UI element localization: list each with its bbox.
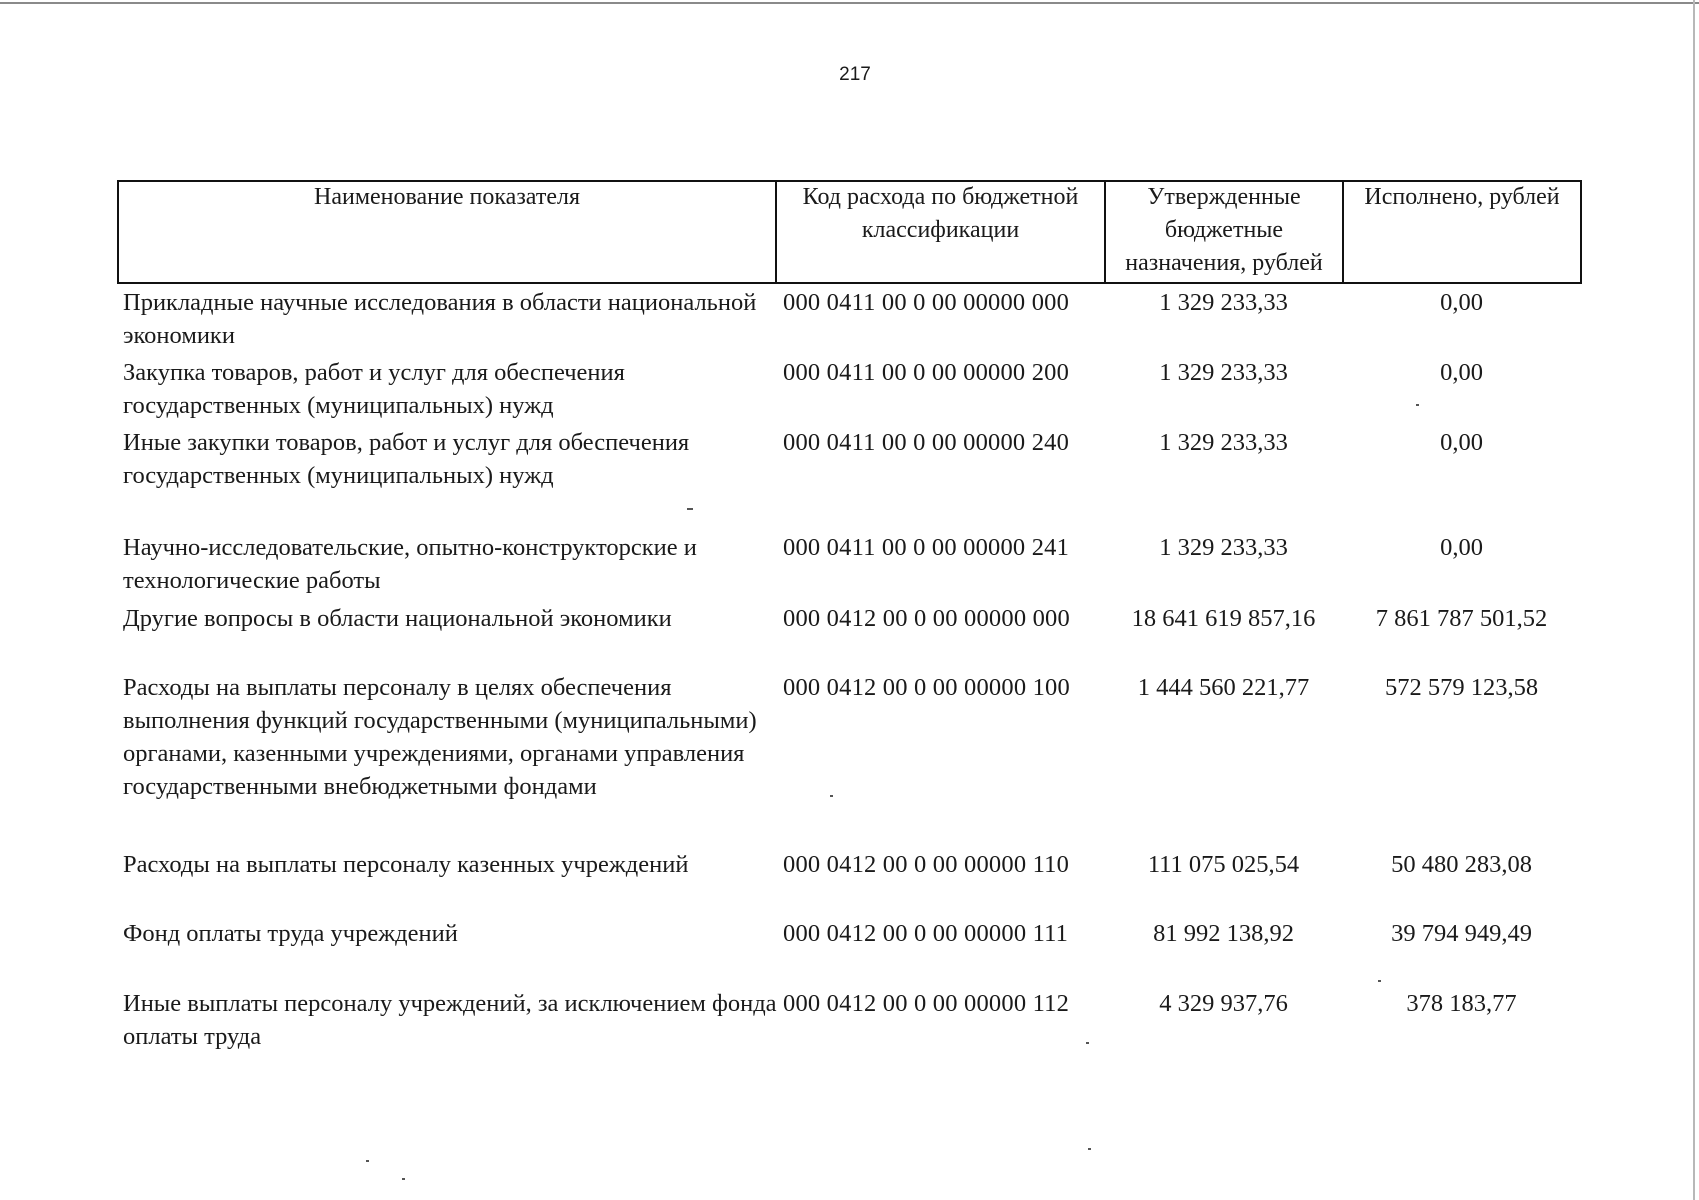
scan-speck bbox=[1088, 1148, 1091, 1150]
row-code: 000 0411 00 0 00 00000 200 bbox=[783, 359, 1070, 386]
row-code: 000 0411 00 0 00 00000 000 bbox=[783, 289, 1070, 316]
row-name: Прикладные научные исследования в области национальной экономики bbox=[123, 289, 757, 349]
row-approved: 1 444 560 221,77 bbox=[1137, 674, 1310, 701]
row-name: Фонд оплаты труда учреждений bbox=[123, 920, 458, 947]
page-number: 217 bbox=[839, 64, 871, 85]
row-approved: 1 329 233,33 bbox=[1159, 359, 1288, 386]
row-name: Закупка товаров, работ и услуг для обеспечения государственных (муниципальных) нужд bbox=[123, 359, 625, 419]
header-approved: Утвержденные бюджетные назначения, рублей bbox=[1125, 184, 1323, 276]
row-approved: 18 641 619 857,16 bbox=[1131, 605, 1316, 632]
scan-speck bbox=[1378, 980, 1381, 982]
scan-speck bbox=[1086, 1042, 1089, 1044]
scan-speck bbox=[402, 1178, 405, 1180]
row-approved: 1 329 233,33 bbox=[1159, 429, 1288, 456]
scan-speck bbox=[687, 508, 693, 510]
row-approved: 111 075 025,54 bbox=[1147, 851, 1300, 878]
row-executed: 572 579 123,58 bbox=[1384, 674, 1539, 701]
row-name: Научно-исследовательские, опытно-конструкторские и технологические работы bbox=[123, 534, 697, 594]
scan-edge-right bbox=[1693, 0, 1695, 1200]
row-executed: 7 861 787 501,52 bbox=[1375, 605, 1548, 632]
row-executed: 0,00 bbox=[1440, 359, 1483, 386]
row-code: 000 0412 00 0 00 00000 000 bbox=[783, 605, 1070, 632]
row-name: Иные выплаты персоналу учреждений, за исключением фонда оплаты труда bbox=[123, 990, 777, 1050]
row-approved: 1 329 233,33 bbox=[1159, 534, 1288, 561]
row-code: 000 0412 00 0 00 00000 100 bbox=[783, 674, 1070, 701]
header-executed: Исполнено, рублей bbox=[1364, 184, 1560, 210]
row-name: Иные закупки товаров, работ и услуг для обеспечения государственных (муниципальных) нужд bbox=[123, 429, 690, 489]
row-code: 000 0412 00 0 00 00000 110 bbox=[783, 851, 1070, 878]
row-executed: 0,00 bbox=[1440, 534, 1483, 561]
row-executed: 378 183,77 bbox=[1406, 990, 1517, 1017]
row-executed: 0,00 bbox=[1440, 429, 1483, 456]
row-name: Другие вопросы в области национальной экономики bbox=[123, 605, 672, 632]
row-name: Расходы на выплаты персоналу в целях обеспечения выполнения функций государственными (муниципальными) органами, казенными учреждениями, органами управления государственными внебюджетными фондами bbox=[123, 674, 757, 800]
row-code: 000 0412 00 0 00 00000 111 bbox=[783, 920, 1069, 947]
row-executed: 50 480 283,08 bbox=[1391, 851, 1532, 878]
row-code: 000 0411 00 0 00 00000 240 bbox=[783, 429, 1070, 456]
scan-speck bbox=[366, 1160, 369, 1162]
row-code: 000 0412 00 0 00 00000 112 bbox=[783, 990, 1070, 1017]
row-code: 000 0411 00 0 00 00000 241 bbox=[783, 534, 1070, 561]
header-code: Код расхода по бюджетной классификации bbox=[802, 184, 1079, 243]
row-name: Расходы на выплаты персоналу казенных учреждений bbox=[123, 851, 689, 878]
scan-edge-top bbox=[0, 2, 1699, 4]
row-approved: 1 329 233,33 bbox=[1159, 289, 1288, 316]
row-approved: 81 992 138,92 bbox=[1153, 920, 1294, 947]
header-name: Наименование показателя bbox=[314, 184, 580, 210]
scan-speck bbox=[830, 795, 833, 797]
scan-speck bbox=[1416, 404, 1419, 406]
row-approved: 4 329 937,76 bbox=[1159, 990, 1288, 1017]
row-executed: 0,00 bbox=[1440, 289, 1483, 316]
row-executed: 39 794 949,49 bbox=[1391, 920, 1532, 947]
